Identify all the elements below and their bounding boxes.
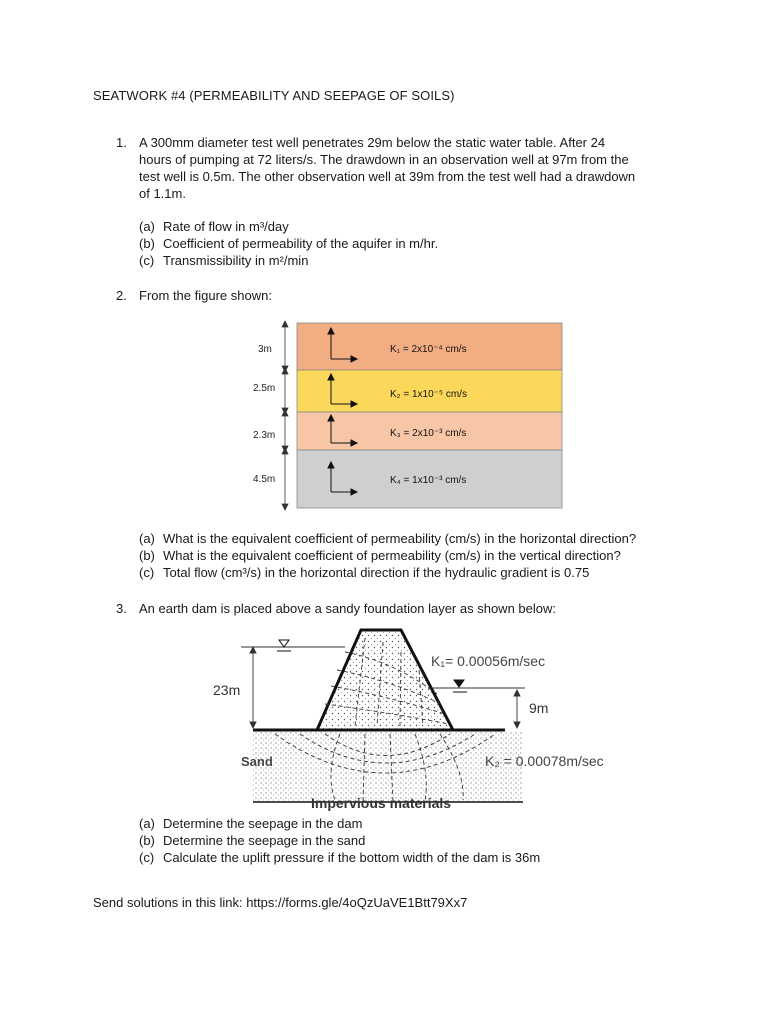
- sub-question-text: Determine the seepage in the sand: [163, 833, 366, 848]
- question-2-parts: [139, 530, 636, 581]
- sub-question-text: What is the equivalent coefficient of permeability (cm/s) in the vertical direction?: [163, 548, 621, 563]
- sub-question-text: Total flow (cm³/s) in the horizontal direction if the hydraulic gradient is 0.75: [163, 565, 590, 580]
- permeability-label: K₂ = 1x10⁻⁵ cm/s: [390, 389, 467, 400]
- permeability-label: K₃ = 2x10⁻³ cm/s: [390, 428, 467, 439]
- sub-question: [139, 547, 636, 564]
- question-number: 1.: [116, 135, 127, 150]
- layer-thickness-label: 2.3m: [253, 430, 276, 441]
- permeability-label: K₁ = 2x10⁻⁴ cm/s: [390, 344, 467, 355]
- layer-thickness-label: 4.5m: [253, 474, 276, 485]
- question-line: of 1.1m.: [139, 186, 186, 201]
- upstream-height-label: 23m: [213, 682, 241, 698]
- dam-body: [317, 630, 453, 730]
- sub-question: [139, 815, 540, 832]
- question-1-parts: [139, 218, 438, 269]
- question-text: [139, 134, 679, 202]
- sub-question-text: Calculate the uplift pressure if the bottom width of the dam is 36m: [163, 850, 541, 865]
- sub-question-text: Transmissibility in m²/min: [163, 253, 309, 268]
- sand-permeability-label: K₂ = 0.00078m/sec: [485, 753, 604, 769]
- downstream-dimension: [514, 690, 520, 728]
- layer-thickness-label: 3m: [258, 344, 272, 355]
- dam-permeability-label: K₁= 0.00056m/sec: [431, 653, 546, 669]
- question-line: test well is 0.5m. The other observation well at 39m from the test well had a drawdown: [139, 169, 636, 184]
- downstream-height-label: 9m: [529, 700, 549, 716]
- sub-question-label: (c): [139, 565, 155, 580]
- soil-layers-figure: [240, 318, 570, 514]
- question-text: [139, 287, 679, 304]
- dimension-line: [282, 321, 288, 510]
- sub-question: [139, 849, 540, 866]
- question-line: An earth dam is placed above a sandy foundation layer as shown below:: [139, 601, 556, 616]
- sub-question-label: (b): [139, 548, 155, 563]
- earth-dam-figure: [205, 622, 625, 814]
- sand-layer: [253, 732, 523, 802]
- sub-question-label: (c): [139, 850, 155, 865]
- sub-question-text: What is the equivalent coefficient of permeability (cm/s) in the horizontal direction?: [163, 531, 637, 546]
- water-level-icon: [279, 640, 289, 647]
- question-number: 3.: [116, 601, 127, 616]
- sub-question: [139, 530, 636, 547]
- sub-question-label: (b): [139, 236, 155, 251]
- question-line: hours of pumping at 72 liters/s. The drawdown in an observation well at 97m from the: [139, 152, 629, 167]
- permeability-label: K₄ = 1x10⁻³ cm/s: [390, 475, 467, 486]
- upstream-dimension: [250, 647, 256, 728]
- sub-question-text: Determine the seepage in the dam: [163, 816, 363, 831]
- sub-question-label: (b): [139, 833, 155, 848]
- sub-question-text: Rate of flow in m³/day: [163, 219, 289, 234]
- question-text: [139, 600, 679, 617]
- sub-question-label: (a): [139, 816, 155, 831]
- sub-question: [139, 218, 438, 235]
- sub-question-label: (a): [139, 531, 155, 546]
- sub-question-label: (c): [139, 253, 155, 268]
- impervious-label: Impervious materials: [311, 795, 452, 811]
- sub-question-label: (a): [139, 219, 155, 234]
- sub-question: [139, 832, 540, 849]
- sub-question: [139, 235, 438, 252]
- layer-thickness-label: 2.5m: [253, 383, 276, 394]
- question-line: From the figure shown:: [139, 288, 272, 303]
- water-level-icon: [454, 680, 464, 687]
- question-number: 2.: [116, 288, 127, 303]
- sub-question: [139, 252, 438, 269]
- question-3-parts: [139, 815, 540, 866]
- question-line: A 300mm diameter test well penetrates 29m below the static water table. After 24: [139, 135, 606, 150]
- sub-question: [139, 564, 636, 581]
- sub-question-text: Coefficient of permeability of the aquifer in m/hr.: [163, 236, 439, 251]
- page-title: SEATWORK #4 (PERMEABILITY AND SEEPAGE OF SOILS): [93, 88, 455, 103]
- sand-label: Sand: [241, 754, 273, 769]
- submission-link[interactable]: Send solutions in this link: https://forms.gle/4oQzUaVE1Btt79Xx7: [93, 895, 468, 910]
